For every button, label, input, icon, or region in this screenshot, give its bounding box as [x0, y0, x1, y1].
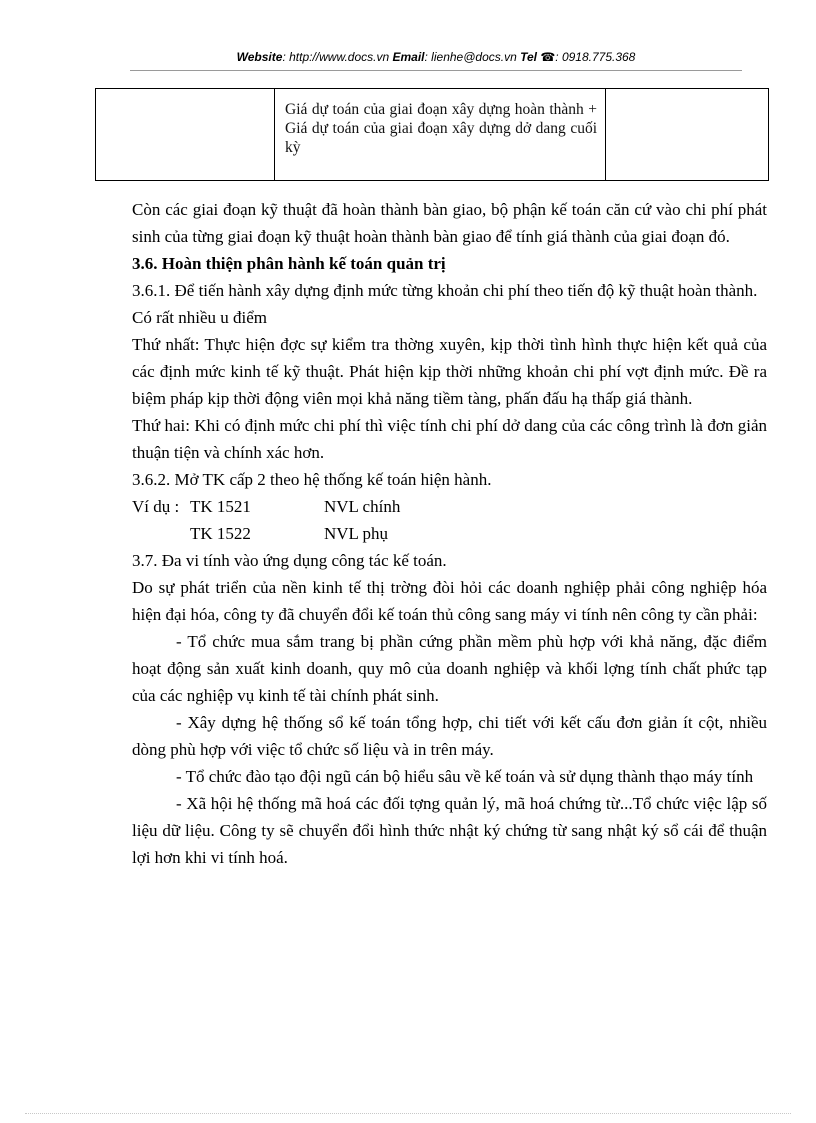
bullet-item: - Xây dựng hệ thống sổ kế toán tổng hợp, chi tiết với kết cấu đơn giản ít cột, nhiều dòng phù hợp với việc tổ chức số liệu và in trên máy.	[132, 713, 767, 759]
example-row	[132, 493, 767, 520]
paragraph: Còn các giai đoạn kỹ thuật đã hoàn thành bàn giao, bộ phận kế toán căn cứ vào chi phí phát sinh của từng giai đoạn kỹ thuật hoàn thành bàn giao để tính giá thành của giai đoạn đó.	[132, 200, 767, 246]
estimate-table	[95, 88, 769, 181]
table-cell-right	[606, 89, 769, 181]
paragraph: Thứ hai: Khi có định mức chi phí thì việc tính chi phí dở dang của các công trình là đơn giản thuận tiện và chính xác hơn.	[132, 416, 767, 462]
bullet-item: - Tổ chức mua sắm trang bị phần cứng phần mềm phù hợp với khả năng, đặc điểm hoạt động sản xuất kinh doanh, quy mô của doanh nghiệp và khối lợng tính chất phức tạp của các nghiệp vụ kinh tế tài chính phát sinh.	[132, 632, 767, 705]
example-label: Ví dụ :	[132, 497, 180, 516]
paragraph: Do sự phát triển của nền kinh tế thị trờng đòi hỏi các doanh nghiệp phải công nghiệp hóa hiện đại hóa, công ty đã chuyển đổi kế toán thủ công sang máy vi tính nên công ty cần phải:	[132, 578, 767, 624]
paragraph: Có rất nhiều u điểm	[132, 308, 268, 327]
table-cell-left	[96, 89, 275, 181]
paragraph: Thứ nhất: Thực hiện đợc sự kiểm tra thờng xuyên, kịp thời tình hình thực hiện kết quả của các định mức kinh tế kỹ thuật. Phát hiện kịp thời những khoản chi phí vợt định mức. Đề ra biệm pháp kịp thời động viên mọi khả năng tiềm tàng, phấn đấu hạ thấp giá thành.	[132, 335, 767, 408]
section-heading: 3.6. Hoàn thiện phân hành kế toán quản trị	[132, 254, 446, 273]
table-row	[96, 89, 769, 181]
example-label-spacer	[132, 520, 190, 547]
email-label: Email	[392, 50, 425, 64]
example-description: NVL chính	[324, 497, 401, 516]
page-header	[130, 50, 742, 64]
header-divider	[130, 70, 742, 71]
example-description: NVL phụ	[324, 524, 389, 543]
bullet-item: - Xã hội hệ thống mã hoá các đối tợng quản lý, mã hoá chứng từ...Tổ chức việc lập số liệu dữ liệu. Công ty sẽ chuyển đổi hình thức nhật ký chứng từ sang nhật ký sổ cái để thuận lợi hơn khi vi tính hoá.	[132, 794, 767, 867]
example-account: TK 1521	[190, 497, 251, 516]
table-cell-middle	[275, 89, 606, 181]
bullet-item: - Tổ chức đào tạo đội ngũ cán bộ hiểu sâu về kế toán và sử dụng thành thạo máy tính	[176, 767, 754, 786]
example-row	[132, 520, 767, 547]
paragraph: 3.6.2. Mở TK cấp 2 theo hệ thống kế toán hiện hành.	[132, 470, 492, 489]
website-value[interactable]: : http://www.docs.vn	[282, 50, 390, 64]
document-body	[132, 196, 767, 871]
tel-label: Tel ☎	[520, 50, 556, 64]
paragraph: 3.7. Đa vi tính vào ứng dụng công tác kế toán.	[132, 551, 447, 570]
email-value[interactable]: : lienhe@docs.vn	[424, 50, 517, 64]
website-label: Website	[236, 50, 283, 64]
paragraph: 3.6.1. Để tiến hành xây dựng định mức từng khoản chi phí theo tiến độ kỹ thuật hoàn thành.	[132, 281, 758, 300]
example-account: TK 1522	[190, 524, 251, 543]
table-cell-text: Giá dự toán của giai đoạn xây dựng hoàn thành + Giá dự toán của giai đoạn xây dựng dở dang cuối kỳ	[285, 101, 597, 156]
footer-divider	[25, 1113, 791, 1114]
tel-value: : 0918.775.368	[555, 50, 636, 64]
